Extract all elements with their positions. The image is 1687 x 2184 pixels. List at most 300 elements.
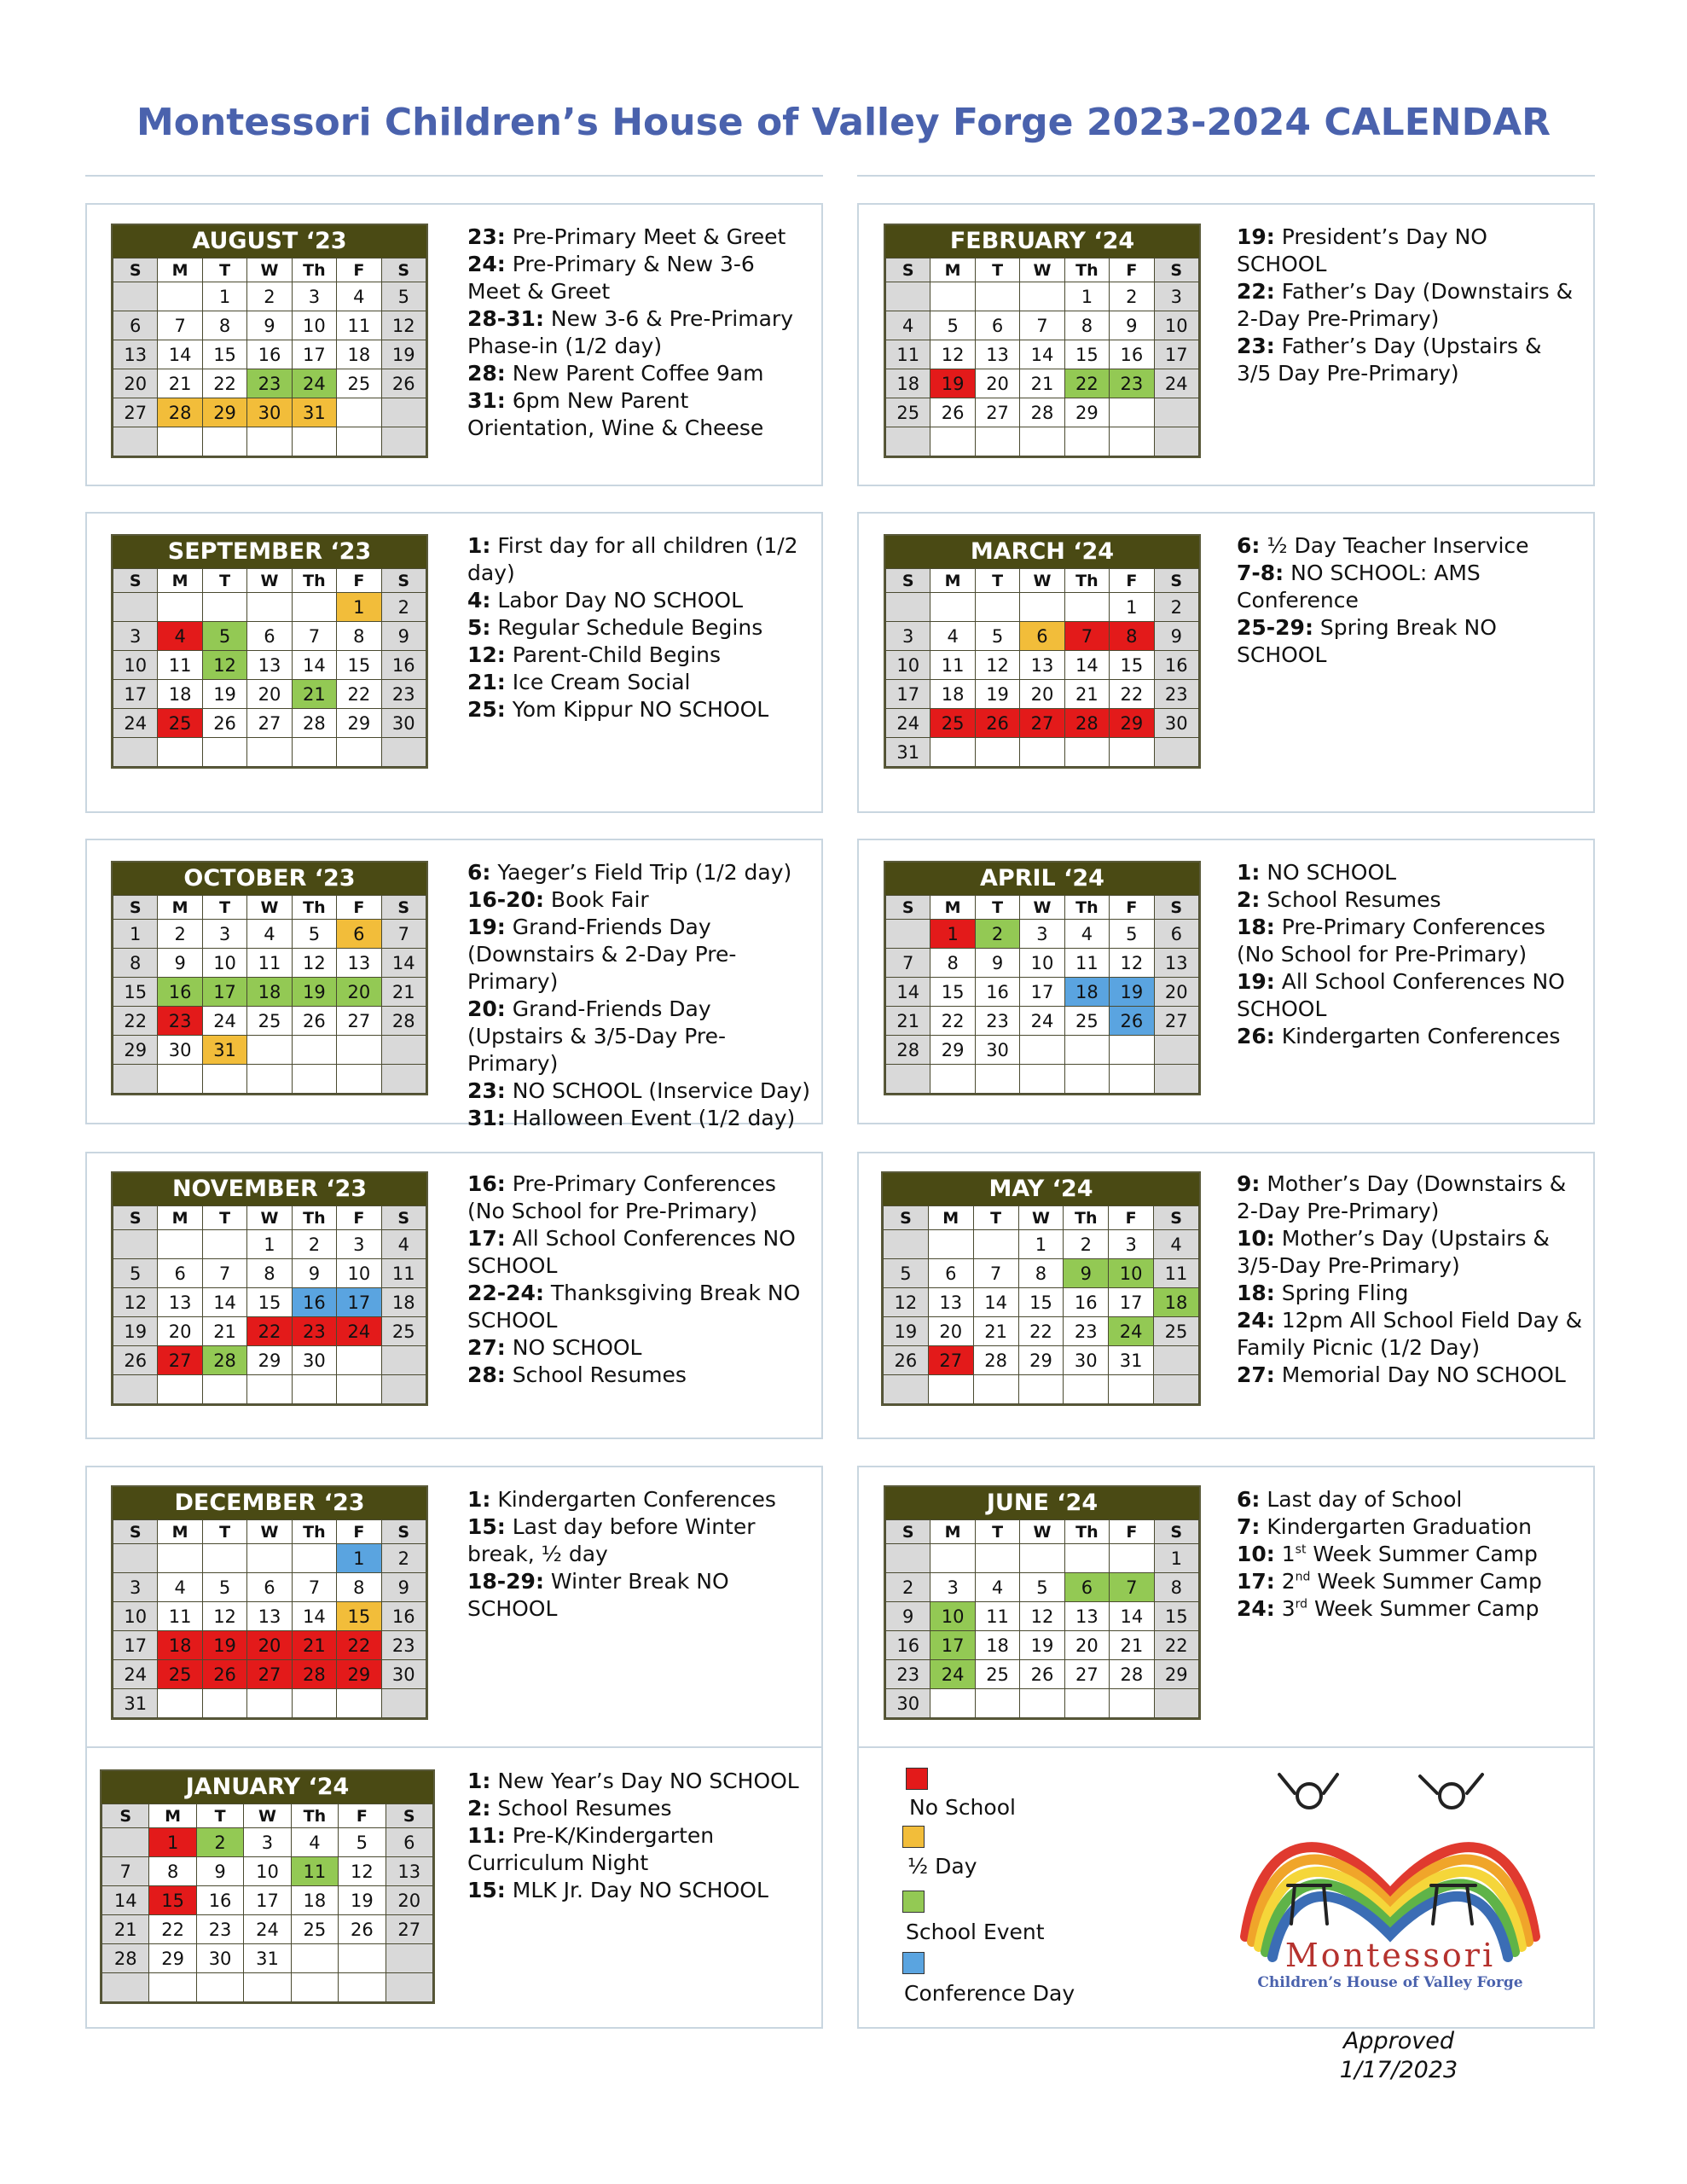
day-cell: 14	[292, 651, 336, 680]
event-item: 28: School Resumes	[467, 1362, 687, 1387]
weekday-label: S	[381, 569, 426, 593]
day-cell: 15	[337, 651, 381, 680]
day-cell	[202, 1375, 246, 1404]
day-cell: 29	[930, 1036, 975, 1065]
day-cell	[339, 1944, 386, 1973]
day-cell: 7	[102, 1857, 149, 1886]
day-cell: 21	[381, 978, 426, 1007]
day-cell: 9	[196, 1857, 243, 1886]
day-cell	[386, 1973, 432, 2002]
day-cell: 29	[113, 1036, 158, 1065]
day-cell: 12	[1110, 949, 1154, 978]
day-cell	[292, 1689, 336, 1718]
logo-text	[1228, 1937, 1552, 1991]
day-cell: 11	[381, 1259, 426, 1288]
day-cell: 26	[884, 1346, 929, 1375]
day-cell: 21	[1064, 680, 1109, 709]
day-cell: 10	[337, 1259, 381, 1288]
day-cell: 18	[930, 680, 975, 709]
day-cell	[884, 1375, 929, 1404]
day-cell	[158, 1065, 202, 1094]
events-december	[467, 1486, 809, 1623]
day-cell: 25	[975, 1660, 1019, 1689]
day-cell: 28	[292, 709, 336, 738]
day-cell: 27	[113, 398, 158, 427]
day-cell: 17	[337, 1288, 381, 1317]
day-cell: 29	[149, 1944, 196, 1973]
event-item: 12: Parent-Child Begins	[467, 642, 722, 667]
day-cell: 6	[113, 311, 158, 340]
day-cell: 5	[884, 1259, 929, 1288]
day-cell: 23	[247, 369, 292, 398]
day-cell	[930, 1689, 975, 1718]
event-item: 18: Spring Fling	[1237, 1281, 1409, 1305]
day-cell: 13	[337, 949, 381, 978]
day-cell: 2	[381, 1544, 426, 1573]
day-cell: 20	[928, 1317, 973, 1346]
day-cell: 4	[381, 1230, 426, 1259]
day-cell: 10	[113, 1602, 158, 1631]
event-item: 10: 1st Week Summer Camp	[1237, 1542, 1538, 1566]
day-cell: 2	[1154, 593, 1198, 622]
day-cell	[381, 1346, 426, 1375]
day-cell	[1020, 593, 1064, 622]
day-cell	[930, 427, 975, 456]
day-cell: 3	[1109, 1230, 1154, 1259]
day-cell	[158, 427, 202, 456]
day-cell: 1	[930, 920, 975, 949]
day-cell	[247, 1544, 292, 1573]
day-cell: 15	[202, 340, 246, 369]
day-cell: 2	[975, 920, 1019, 949]
day-cell: 13	[1154, 949, 1198, 978]
day-cell: 29	[202, 398, 246, 427]
day-cell	[1064, 738, 1109, 767]
day-cell	[381, 398, 426, 427]
day-cell: 29	[1110, 709, 1154, 738]
day-cell	[975, 593, 1019, 622]
title-rule-left	[85, 175, 823, 177]
event-item: 24: 3rd Week Summer Camp	[1237, 1596, 1539, 1621]
event-item: 19: All School Conferences NO SCHOOL	[1237, 969, 1565, 1021]
calendar-may	[881, 1171, 1201, 1406]
day-cell	[202, 1230, 246, 1259]
event-item: 9: Mother’s Day (Downstairs & 2-Day Pre-Primary)	[1237, 1171, 1567, 1223]
event-item: 5: Regular Schedule Begins	[467, 615, 763, 640]
day-cell: 19	[381, 340, 426, 369]
day-cell: 3	[1020, 920, 1064, 949]
month-header: JUNE ‘24	[885, 1487, 1199, 1519]
day-cell: 21	[973, 1317, 1018, 1346]
day-cell	[1110, 1544, 1154, 1573]
day-cell: 26	[1110, 1007, 1154, 1036]
day-cell	[886, 427, 930, 456]
events-august	[467, 224, 809, 442]
day-cell: 28	[158, 398, 202, 427]
day-cell: 13	[975, 340, 1019, 369]
day-cell: 1	[1110, 593, 1154, 622]
day-cell: 25	[381, 1317, 426, 1346]
day-cell: 3	[244, 1828, 291, 1857]
weekday-label: M	[930, 569, 975, 593]
day-cell	[247, 1065, 292, 1094]
events-june	[1237, 1486, 1586, 1623]
day-cell: 6	[247, 622, 292, 651]
day-cell: 25	[337, 369, 381, 398]
day-cell: 17	[1020, 978, 1064, 1007]
day-cell	[1018, 1375, 1064, 1404]
day-cell: 12	[202, 1602, 246, 1631]
weekday-label: S	[1154, 1520, 1198, 1544]
day-cell: 23	[1064, 1317, 1109, 1346]
day-cell	[291, 1973, 338, 2002]
calendar-december	[111, 1485, 428, 1720]
day-cell	[1064, 593, 1109, 622]
event-item: 25-29: Spring Break NO SCHOOL	[1237, 615, 1497, 667]
event-item: 16: Pre-Primary Conferences (No School for Pre-Primary)	[467, 1171, 776, 1223]
day-cell: 27	[1154, 1007, 1198, 1036]
day-cell: 9	[247, 311, 292, 340]
calendar-january	[100, 1769, 435, 2004]
day-cell: 14	[202, 1288, 246, 1317]
day-cell: 19	[339, 1886, 386, 1915]
day-cell: 11	[158, 1602, 202, 1631]
day-cell: 28	[886, 1036, 930, 1065]
day-cell: 19	[202, 1631, 246, 1660]
day-cell: 4	[337, 282, 381, 311]
month-header: MAY ‘24	[883, 1173, 1199, 1205]
day-cell	[975, 1065, 1019, 1094]
legend-label-conference-day: Conference Day	[904, 1981, 1075, 2006]
calendar-august	[111, 224, 428, 458]
day-cell: 19	[884, 1317, 929, 1346]
day-cell: 2	[292, 1230, 336, 1259]
day-cell: 14	[1110, 1602, 1154, 1631]
day-cell	[247, 427, 292, 456]
day-cell: 30	[158, 1036, 202, 1065]
day-cell: 5	[292, 920, 336, 949]
day-cell: 9	[975, 949, 1019, 978]
event-item: 17: 2nd Week Summer Camp	[1237, 1569, 1542, 1594]
event-item: 4: Labor Day NO SCHOOL	[467, 588, 744, 613]
day-cell	[1154, 398, 1198, 427]
day-cell: 24	[244, 1915, 291, 1944]
day-cell: 13	[158, 1288, 202, 1317]
event-item: 23: Father’s Day (Upstairs & 3/5 Day Pre-Primary)	[1237, 334, 1542, 386]
day-cell: 29	[337, 1660, 381, 1689]
day-cell: 3	[202, 920, 246, 949]
day-cell	[149, 1973, 196, 2002]
calendar-september	[111, 534, 428, 769]
day-cell: 26	[339, 1915, 386, 1944]
day-cell: 22	[337, 1631, 381, 1660]
day-cell: 27	[386, 1915, 432, 1944]
event-item: 6: Yaeger’s Field Trip (1/2 day)	[467, 860, 792, 885]
day-cell: 14	[886, 978, 930, 1007]
day-cell: 13	[113, 340, 158, 369]
day-cell: 25	[247, 1007, 292, 1036]
day-cell: 18	[247, 978, 292, 1007]
day-cell: 2	[247, 282, 292, 311]
day-cell	[113, 427, 158, 456]
day-cell: 8	[1110, 622, 1154, 651]
day-cell: 19	[202, 680, 246, 709]
day-cell	[381, 738, 426, 767]
day-cell: 9	[158, 949, 202, 978]
day-cell: 22	[1154, 1631, 1198, 1660]
day-cell: 11	[337, 311, 381, 340]
event-item: 21: Ice Cream Social	[467, 670, 691, 694]
weekday-label: T	[196, 1804, 243, 1828]
day-cell: 5	[113, 1259, 158, 1288]
weekday-label: S	[886, 569, 930, 593]
day-cell: 24	[1020, 1007, 1064, 1036]
day-cell	[886, 1544, 930, 1573]
event-item: 2: School Resumes	[1237, 887, 1441, 912]
day-cell: 15	[247, 1288, 292, 1317]
weekday-label: T	[202, 1206, 246, 1230]
month-header: NOVEMBER ‘23	[113, 1173, 426, 1205]
day-cell: 16	[381, 651, 426, 680]
day-cell: 12	[930, 340, 975, 369]
day-cell	[930, 593, 975, 622]
day-cell: 23	[1154, 680, 1198, 709]
day-cell: 27	[158, 1346, 202, 1375]
day-cell	[113, 1230, 158, 1259]
weekday-label: F	[1110, 569, 1154, 593]
day-cell	[244, 1973, 291, 2002]
day-cell: 10	[1154, 311, 1198, 340]
day-cell	[113, 738, 158, 767]
day-cell	[386, 1944, 432, 1973]
weekday-label: S	[102, 1804, 149, 1828]
day-cell	[975, 738, 1019, 767]
weekday-label: S	[113, 258, 158, 282]
events-september	[467, 532, 809, 723]
day-cell: 4	[1154, 1230, 1199, 1259]
day-cell	[202, 1065, 246, 1094]
day-cell: 16	[158, 978, 202, 1007]
weekday-label: M	[158, 569, 202, 593]
day-cell	[1154, 1689, 1198, 1718]
event-item: 17: All School Conferences NO SCHOOL	[467, 1226, 796, 1278]
weekday-label: Th	[1064, 569, 1109, 593]
day-cell: 5	[381, 282, 426, 311]
day-cell: 21	[292, 1631, 336, 1660]
day-cell	[113, 1544, 158, 1573]
weekday-label: T	[975, 896, 1019, 920]
day-cell: 14	[1020, 340, 1064, 369]
day-cell	[202, 593, 246, 622]
weekday-label: S	[113, 569, 158, 593]
day-cell	[337, 1375, 381, 1404]
day-cell: 22	[1110, 680, 1154, 709]
day-cell: 27	[247, 1660, 292, 1689]
day-cell: 30	[1154, 709, 1198, 738]
weekday-label: W	[247, 1520, 292, 1544]
day-cell: 18	[158, 680, 202, 709]
day-cell: 30	[381, 709, 426, 738]
day-cell: 5	[1110, 920, 1154, 949]
event-item: 16-20: Book Fair	[467, 887, 649, 912]
day-cell: 20	[1020, 680, 1064, 709]
day-cell: 17	[886, 680, 930, 709]
day-cell: 17	[113, 680, 158, 709]
events-january	[467, 1768, 813, 1904]
day-cell: 28	[973, 1346, 1018, 1375]
day-cell: 8	[930, 949, 975, 978]
day-cell	[1064, 1689, 1109, 1718]
events-october	[467, 859, 813, 1132]
day-cell	[1020, 1544, 1064, 1573]
weekday-label: M	[930, 258, 975, 282]
event-item: 19: Grand-Friends Day (Downstairs & 2-Day Pre-Primary)	[467, 915, 737, 994]
day-cell: 28	[102, 1944, 149, 1973]
day-cell: 6	[1064, 1573, 1109, 1602]
day-cell	[247, 1036, 292, 1065]
day-cell: 30	[292, 1346, 336, 1375]
day-cell: 18	[1154, 1288, 1199, 1317]
weekday-label: T	[202, 896, 246, 920]
day-cell: 12	[1020, 1602, 1064, 1631]
event-item: 27: Memorial Day NO SCHOOL	[1237, 1362, 1566, 1387]
day-cell: 4	[1064, 920, 1109, 949]
legend-label-school-event: School Event	[906, 1920, 1045, 1944]
logo-subtitle: Children’s House of Valley Forge	[1257, 1974, 1523, 1991]
day-cell: 6	[1020, 622, 1064, 651]
day-cell: 31	[113, 1689, 158, 1718]
day-cell: 8	[1154, 1573, 1198, 1602]
weekday-label: M	[930, 896, 975, 920]
june-legend-divider	[857, 1746, 1595, 1748]
day-cell: 12	[975, 651, 1019, 680]
day-cell: 23	[381, 1631, 426, 1660]
day-cell: 21	[292, 680, 336, 709]
day-cell: 5	[339, 1828, 386, 1857]
weekday-label: W	[1020, 569, 1064, 593]
day-cell: 14	[292, 1602, 336, 1631]
day-cell: 19	[1020, 1631, 1064, 1660]
weekday-label: M	[158, 1520, 202, 1544]
day-cell	[113, 1375, 158, 1404]
day-cell: 15	[1064, 340, 1109, 369]
day-cell	[202, 1544, 246, 1573]
approved-label: Approved	[1342, 2028, 1455, 2054]
day-cell	[886, 593, 930, 622]
day-cell: 20	[247, 1631, 292, 1660]
day-cell: 17	[292, 340, 336, 369]
day-cell: 10	[292, 311, 336, 340]
day-cell: 21	[886, 1007, 930, 1036]
weekday-label: W	[247, 569, 292, 593]
day-cell: 18	[1064, 978, 1109, 1007]
weekday-label: W	[1018, 1206, 1064, 1230]
day-cell: 1	[113, 920, 158, 949]
day-cell: 10	[1020, 949, 1064, 978]
day-cell: 28	[1110, 1660, 1154, 1689]
event-item: 27: NO SCHOOL	[467, 1335, 642, 1360]
day-cell: 20	[975, 369, 1019, 398]
day-cell: 27	[975, 398, 1019, 427]
day-cell: 4	[158, 1573, 202, 1602]
legend-label-no-school: No School	[909, 1795, 1016, 1820]
month-header: DECEMBER ‘23	[113, 1487, 426, 1519]
weekday-label: F	[1110, 258, 1154, 282]
weekday-label: W	[247, 258, 292, 282]
month-header: JANUARY ‘24	[101, 1771, 433, 1804]
day-cell: 13	[247, 1602, 292, 1631]
day-cell	[202, 427, 246, 456]
weekday-label: S	[1154, 258, 1198, 282]
day-cell	[1020, 1689, 1064, 1718]
day-cell	[158, 1375, 202, 1404]
day-cell	[930, 1065, 975, 1094]
weekday-label: Th	[292, 569, 336, 593]
weekday-label: Th	[1064, 258, 1109, 282]
day-cell: 7	[1020, 311, 1064, 340]
weekday-label: S	[113, 896, 158, 920]
day-cell	[884, 1230, 929, 1259]
day-cell: 26	[975, 709, 1019, 738]
day-cell: 7	[202, 1259, 246, 1288]
day-cell: 15	[113, 978, 158, 1007]
event-item: 1: NO SCHOOL	[1237, 860, 1397, 885]
events-may	[1237, 1170, 1586, 1389]
day-cell	[247, 1689, 292, 1718]
day-cell	[975, 282, 1019, 311]
day-cell: 23	[292, 1317, 336, 1346]
day-cell: 10	[930, 1602, 975, 1631]
day-cell	[158, 1230, 202, 1259]
day-cell: 14	[158, 340, 202, 369]
weekday-label: Th	[292, 896, 336, 920]
weekday-label: S	[381, 896, 426, 920]
day-cell	[1064, 1375, 1109, 1404]
day-cell	[292, 1065, 336, 1094]
day-cell: 16	[975, 978, 1019, 1007]
weekday-label: Th	[292, 1206, 336, 1230]
weekday-label: S	[381, 258, 426, 282]
day-cell	[337, 1689, 381, 1718]
day-cell: 27	[928, 1346, 973, 1375]
day-cell: 3	[113, 622, 158, 651]
day-cell: 4	[291, 1828, 338, 1857]
event-item: 18-29: Winter Break NO SCHOOL	[467, 1569, 729, 1621]
calendar-april	[884, 861, 1201, 1095]
day-cell: 26	[381, 369, 426, 398]
day-cell: 13	[1020, 651, 1064, 680]
day-cell: 15	[1154, 1602, 1198, 1631]
day-cell: 24	[202, 1007, 246, 1036]
day-cell: 24	[886, 709, 930, 738]
day-cell: 11	[247, 949, 292, 978]
day-cell	[1020, 427, 1064, 456]
weekday-label: M	[158, 1206, 202, 1230]
day-cell: 25	[158, 709, 202, 738]
weekday-label: Th	[1064, 896, 1109, 920]
day-cell: 20	[1154, 978, 1198, 1007]
day-cell	[337, 398, 381, 427]
day-cell: 20	[337, 978, 381, 1007]
title-rule-right	[857, 175, 1595, 177]
day-cell: 19	[1110, 978, 1154, 1007]
day-cell	[1154, 738, 1198, 767]
weekday-label: S	[381, 1520, 426, 1544]
day-cell: 23	[1110, 369, 1154, 398]
day-cell: 4	[930, 622, 975, 651]
calendar-october	[111, 861, 428, 1095]
day-cell: 4	[886, 311, 930, 340]
